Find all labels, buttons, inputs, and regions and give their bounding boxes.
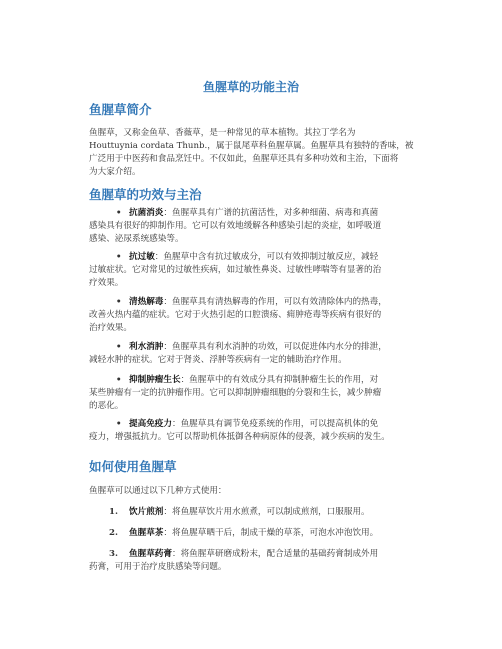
effect-text: ：鱼腥草具有清热解毒的作用，可以有效清除体内的热毒， <box>163 297 387 307</box>
usage-term: 饮片煎剂 <box>129 507 164 517</box>
effect-term: 清热解毒 <box>129 297 164 307</box>
section-heading-intro: 鱼腥草简介 <box>89 102 152 117</box>
effect-text: ：鱼腥草具有调节免疫系统的作用，可以提高机体的免 <box>171 419 379 429</box>
bullet-icon: • <box>116 208 122 218</box>
effect-text: ：鱼腥草中含有抗过敏成分，可以有效抑制过敏反应，减轻 <box>154 252 379 262</box>
doc-title: 鱼腥草的功能主治 <box>202 80 299 94</box>
effect-text: 过敏症状。它对常见的过敏性疾病，如过敏性鼻炎、过敏性哮喘等有显著的治 <box>89 265 382 275</box>
effect-item <box>89 374 419 413</box>
effect-text: 某些肿瘤有一定的抗肿瘤作用。它可以抑制肿瘤细胞的分裂和生长，减少肿瘤 <box>89 388 382 398</box>
effect-text: ：鱼腥草中的有效成分具有抑制肿瘤生长的作用，对 <box>180 375 379 385</box>
effect-text: 感染具有很好的抑制作用。它可以有效地缓解各种感染引起的炎症，如呼吸道 <box>89 221 382 231</box>
usage-term: 鱼腥草茶 <box>129 528 164 538</box>
usage-item <box>89 548 419 574</box>
effect-term: 抑制肿瘤生长 <box>129 375 181 385</box>
effect-text: ：鱼腥草具有利水消肿的功效，可以促进体内水分的排泄， <box>163 342 387 352</box>
effect-text: 改善火热内蕴的症状。它对于火热引起的口腔溃疡、痈肿疮毒等疾病有很好的 <box>89 310 382 320</box>
effect-term: 抗菌消炎 <box>129 208 164 218</box>
effect-term: 利水消肿 <box>129 342 164 352</box>
usage-text: 药膏，可用于治疗皮肤感染等问题。 <box>89 562 227 572</box>
list-number: 1. <box>109 507 118 517</box>
usage-intro-line: 鱼腥草可以通过以下几种方式使用： <box>89 486 227 496</box>
list-number: 3. <box>109 549 118 559</box>
effect-text: 疗效果。 <box>89 278 124 288</box>
intro-line: 为大家介绍。 <box>89 167 141 177</box>
effect-text: ：鱼腥草具有广谱的抗菌活性，对多种细菌、病毒和真菌 <box>163 208 379 218</box>
effect-item <box>89 207 419 246</box>
effect-item <box>89 251 419 290</box>
effect-text: 感染、泌尿系统感染等。 <box>89 234 184 244</box>
effect-text: 减轻水肿的症状。它对于肾炎、浮肿等疾病有一定的辅助治疗作用。 <box>89 355 347 365</box>
effect-item <box>89 418 419 444</box>
intro-line: Houttuynia cordata Thunb.，属于鼠尾草科鱼腥草属。鱼腥草具有独特的香味，被 <box>89 141 414 151</box>
section-heading-effects: 鱼腥草的功效与主治 <box>89 187 202 202</box>
intro-line: 广泛用于中医药和食品烹饪中。不仅如此，鱼腥草还具有多种功效和主治，下面将 <box>89 154 399 164</box>
usage-text: ：将鱼腥草晒干后，制成干燥的草茶，可泡水冲泡饮用。 <box>163 528 379 538</box>
effect-text: 疫力，增强抵抗力。它可以帮助机体抵御各种病原体的侵袭，减少疾病的发生。 <box>89 432 390 442</box>
effect-item <box>89 341 419 367</box>
intro-line: 鱼腥草，又称金鱼草、香薇草，是一种常见的草本植物。其拉丁学名为 <box>89 128 356 138</box>
bullet-icon: • <box>116 252 122 262</box>
usage-item <box>89 506 419 519</box>
effect-item <box>89 296 419 335</box>
usage-text: ：将鱼腥草饮片用水煎煮，可以制成煎剂，口服服用。 <box>163 507 370 517</box>
effect-term: 抗过敏 <box>129 252 155 262</box>
bullet-icon: • <box>116 419 122 429</box>
usage-item <box>89 527 419 540</box>
bullet-icon: • <box>116 375 122 385</box>
effect-text: 治疗效果。 <box>89 323 132 333</box>
usage-term: 鱼腥草药膏 <box>129 549 172 559</box>
section-heading-usage: 如何使用鱼腥草 <box>89 459 177 474</box>
intro-paragraph <box>89 127 419 179</box>
effect-term: 提高免疫力 <box>129 419 172 429</box>
effect-text: 的恶化。 <box>89 401 124 411</box>
usage-intro <box>89 485 419 498</box>
bullet-icon: • <box>116 342 122 352</box>
bullet-icon: • <box>116 297 122 307</box>
list-number: 2. <box>109 528 118 538</box>
usage-text: ：将鱼腥草研磨成粉末，配合适量的基础药膏制成外用 <box>171 549 379 559</box>
